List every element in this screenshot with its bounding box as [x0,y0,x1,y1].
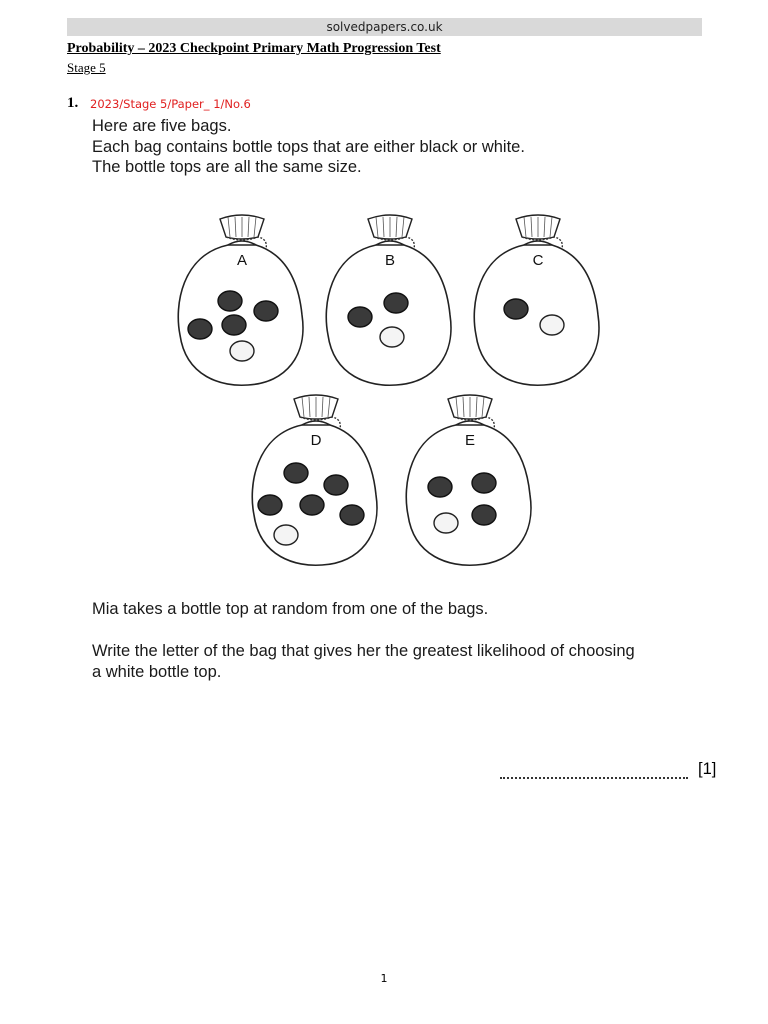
bag-a [178,215,303,385]
bag-letter: D [310,432,322,449]
white-bottle-top [230,341,254,361]
bag-letter: B [384,252,396,269]
task-line-2: a white bottle top. [92,663,222,681]
intro-line-2: Each bag contains bottle tops that are either black or white. [92,138,525,156]
task-line-1: Write the letter of the bag that gives her the greatest likelihood of choosing [92,642,635,660]
marks-label: [1] [698,760,717,778]
black-bottle-top [324,475,348,495]
black-bottle-top [504,299,528,319]
black-bottle-top [348,307,372,327]
page-number: 1 [380,972,388,985]
intro-line-3: The bottle tops are all the same size. [92,158,362,176]
white-bottle-top [540,315,564,335]
black-bottle-top [218,291,242,311]
black-bottle-top [472,473,496,493]
bag-b [326,215,451,385]
stage-label: Stage 5 [67,60,106,75]
answer-line[interactable] [500,777,688,779]
bag-c [474,215,599,385]
bag-d [252,395,377,565]
white-bottle-top [434,513,458,533]
black-bottle-top [188,319,212,339]
question-number: 1. [67,95,79,111]
black-bottle-top [472,505,496,525]
black-bottle-top [384,293,408,313]
document-title: Probability – 2023 Checkpoint Primary Math Progression Test [67,41,441,56]
question-reference: 2023/Stage 5/Paper_ 1/No.6 [90,97,251,111]
black-bottle-top [222,315,246,335]
black-bottle-top [300,495,324,515]
site-banner: solvedpapers.co.uk [67,18,702,36]
bag-letter: E [464,432,476,449]
bag-e [406,395,531,565]
prompt-text: Mia takes a bottle top at random from one of the bags. [92,600,489,618]
black-bottle-top [258,495,282,515]
bags-figure [160,205,620,575]
bag-letter: C [532,252,544,269]
bag-letter: A [236,252,248,269]
black-bottle-top [284,463,308,483]
white-bottle-top [274,525,298,545]
black-bottle-top [340,505,364,525]
white-bottle-top [380,327,404,347]
intro-line-1: Here are five bags. [92,117,232,135]
black-bottle-top [428,477,452,497]
black-bottle-top [254,301,278,321]
